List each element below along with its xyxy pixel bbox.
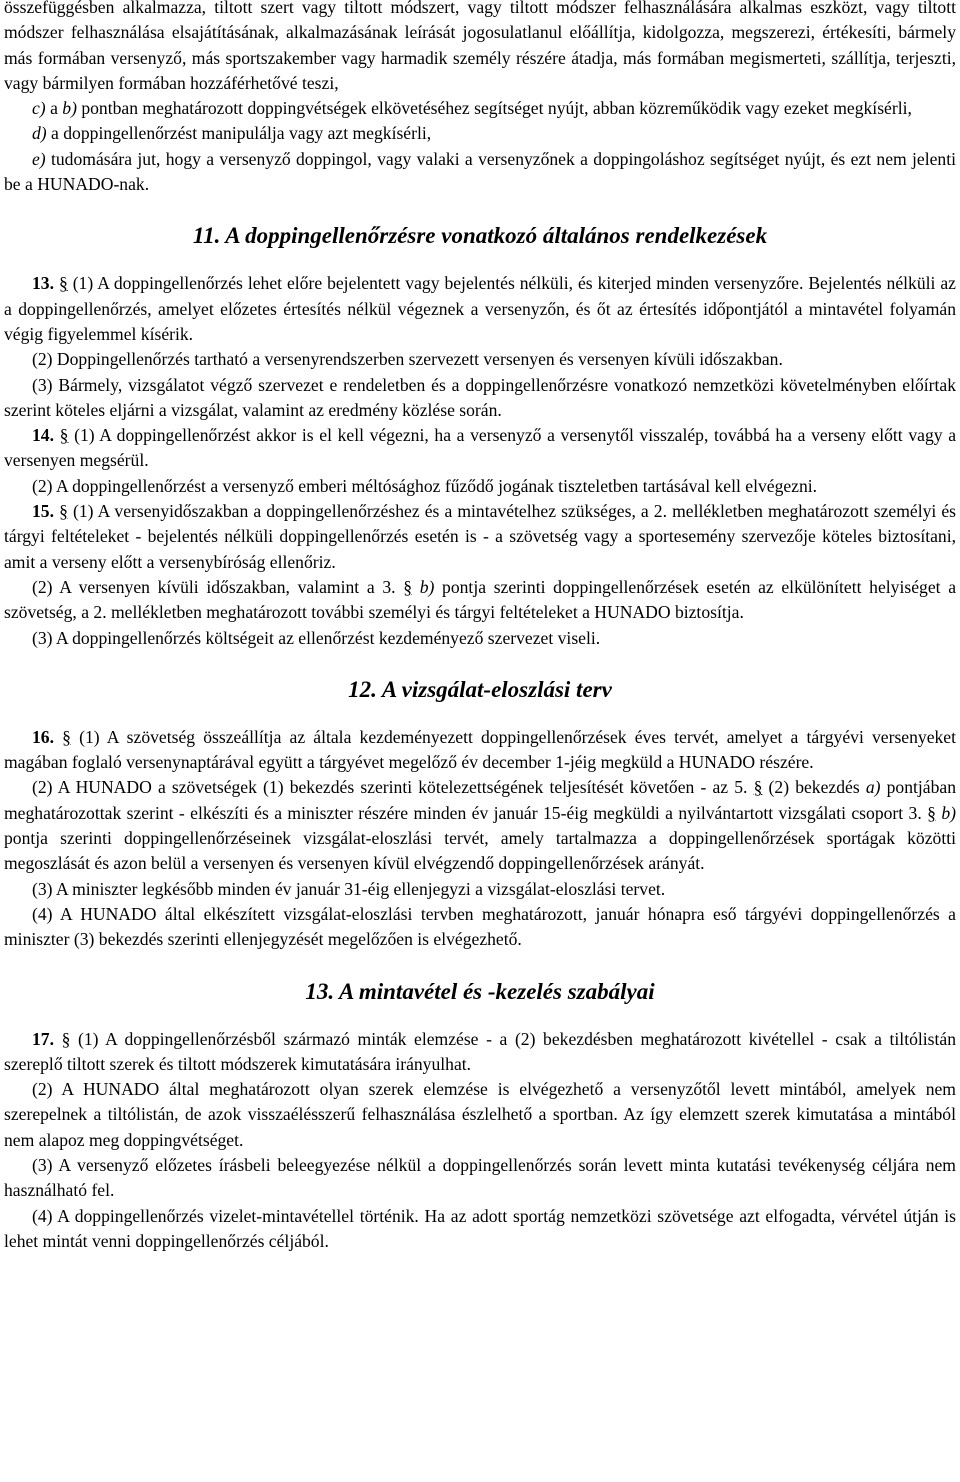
text-run: (2) Doppingellenőrzés tartható a versenyrendszerben szervezett versenyen és versenyen kívüli időszakban. [32,349,783,370]
section-heading-13: 13. A mintavétel és -kezelés szabályai [305,978,655,1004]
paragraph-13-3 [4,373,956,424]
section-heading-11: 11. A doppingellenőrzésre vonatkozó általános rendelkezések [192,223,768,249]
paragraph-13-1 [4,271,956,347]
text-run [412,577,420,597]
text-run: (1) A szövetség összeállítja az általa kezdeményezett doppingellenőrzések éves tervét, amelyet a tárgyévi versenyeket magában foglaló versenynaptárával együtt a tárgyévet megelőző év december 1-jéig megküld a HUNADO részére. [4,726,956,773]
paragraph-16-1 [4,725,956,776]
paragraph-14-1 [4,423,956,474]
paragraph-17-1 [4,1027,956,1078]
text-run: (3) A doppingellenőrzés költségeit az ellenőrzést kezdeményező szervezet viseli. [32,627,601,648]
text-run: (2) A versenyen kívüli időszakban, valamint a 3. [32,576,404,597]
paragraph-17-4 [4,1204,956,1255]
paragraph-14-2 [4,474,956,499]
text-run: (4) A doppingellenőrzés vizelet-mintavétellel történik. Ha az adott sportág nemzetközi szövetsége azt elfogadta, vérvétel útján is lehet mintát venni doppingellenőrzés céljából. [4,1205,956,1251]
text-run: (2) A HUNADO a szövetségek (1) bekezdés szerinti kötelezettségének teljesítését követően - az 5. [32,777,754,798]
text-run [54,727,62,747]
text-run: (3) A versenyző előzetes írásbeli beleegyezése nélkül a doppingellenőrzés során levett minta kutatási tevékenység céljára nem használható fel. [4,1154,956,1201]
text-run: összefüggésben alkalmazza, tiltott szert vagy tiltott módszert, vagy tiltott módszer felhasználására alkalmas eszközt, vagy tiltott módszer felhasználása elsajátításának, alkalmazásának leírását jogosulatlanul előállítja, kidolgozza, megszerezi, értékesíti, bármely más formában versenyző, más sportszakember vagy harmadik személy részére átadja, más formában megismerteti, szállítja, terjeszti, vagy bármilyen formában hozzáférhetővé teszi, [4,0,956,93]
section-sign: § [61,1028,71,1049]
paragraph-number: 15. [32,501,54,522]
paragraph-number: 16. [32,726,54,747]
paragraph-number: 17. [32,1028,54,1049]
section-sign: § [62,726,71,747]
text-run: (2) bekezdés [762,777,866,798]
section-sign: § [403,576,413,597]
text-run: pontja szerinti doppingellenőrzéseinek vizsgálat-eloszlási tervét, amely tartalmazza a doppingellenőrzések sportágak közötti megoszlását és azon belül a versenyen és versenyen kívül elvégzendő doppingellenőrzések arányát. [4,828,956,874]
point-reference: b) [62,98,77,119]
paragraph-16-3 [4,877,956,902]
point-reference: c) [32,98,46,119]
text-run: pontban meghatározott doppingvétségek elkövetéséhez segítséget nyújt, abban közreműködik vagy ezeket megkísérli, [76,98,912,119]
text-run: (3) A miniszter legkésőbb minden év január 31-éig ellenjegyzi a vizsgálat-eloszlási tervet. [32,878,666,899]
text-run: a doppingellenőrzést manipulálja vagy azt megkísérli, [46,123,432,144]
point-reference: b) [941,802,956,823]
paragraph-d [4,121,956,146]
point-reference: e) [32,148,46,169]
paragraph-c [4,96,956,121]
section-sign: § [59,425,69,446]
text-run: (4) A HUNADO által elkészített vizsgálat-eloszlási tervben meghatározott, január hónapra eső tárgyévi doppingellenőrzés a miniszter (3) bekezdés szerinti ellenjegyzését megelőzően is elvégezhető. [4,903,956,950]
paragraph-continuation [4,0,956,96]
paragraph-17-3 [4,1153,956,1204]
paragraph-number: 13. [32,273,54,294]
text-run [54,1029,62,1049]
paragraph-e [4,147,956,198]
point-reference: b) [419,576,435,597]
text-run: pontja szerinti doppingellenőrzések esetén az elkülönített helyiséget a szövetség, a 2. mellékletben meghatározott további személyi és tárgyi feltételeket a HUNADO biztosítja. [4,576,956,623]
section-sign: § [58,273,68,294]
paragraph-13-2 [4,347,956,372]
text-run: (1) A doppingellenőrzés lehet előre bejelentett vagy bejelentés nélküli, és kiterjed minden versenyzőre. Bejelentés nélküli az a doppingellenőrzés, amelyet előzetes értesítés nélkül végeznek a versenyzőn, és őt az értesítés időpontjától a mintavétel folyamán végig figyelemmel kísérik. [4,273,956,344]
paragraph-15-1 [4,499,956,575]
point-reference: d) [32,123,47,144]
text-run: tudomására jut, hogy a versenyző doppingol, vagy valaki a versenyzőnek a doppingoláshoz segítséget nyújt, és ezt nem jelenti be a HUNADO-nak. [4,148,956,195]
text-run: (1) A doppingellenőrzésből származó minták elemzése - a (2) bekezdésben meghatározott kivétellel - csak a tiltólistán szereplő tiltott szerek és tiltott módszerek kimutatására irányulhat. [4,1028,956,1074]
paragraph-number: 14. [32,425,54,446]
paragraph-15-2 [4,575,956,626]
section-heading-12: 12. A vizsgálat-eloszlási terv [348,676,612,702]
text-run: (1) A versenyidőszakban a doppingellenőrzéshez és a mintavételhez szükséges, a 2. mellékletben meghatározott személyi és tárgyi feltételeket - bejelentés nélküli doppingellenőrzés esetén is - a szövetség vagy a sportesemény szervezője köteles biztosítani, amit a verseny előtt a versenybíróság ellenőriz. [4,501,957,572]
section-sign: § [753,777,763,798]
text-run: (2) A HUNADO által meghatározott olyan szerek elemzése is elvégezhető a versenyzőtől levett mintából, amelyek nem szerepelnek a tiltólistán, de azok visszaélésszerű felhasználása észlelhető a sportban. Az így elemzett szerek kimutatása a mintából nem alapoz meg doppingvétséget. [4,1079,956,1150]
text-run: (3) Bármely, vizsgálatot végző szervezet e rendeletben és a doppingellenőrzésre vonatkozó nemzetközi követelményben előírtak szerint köteles eljárni a vizsgálat, valamint az eredmény közlése során. [4,374,956,420]
document-body [4,0,956,1254]
text-run: (1) A doppingellenőrzést akkor is el kell végezni, ha a versenyző a versenytől visszalép, továbbá ha a verseny előtt vagy a versenyen megsérül. [4,425,956,471]
paragraph-17-2 [4,1077,956,1153]
section-sign: § [59,501,68,522]
paragraph-16-2 [4,775,956,876]
text-run: pontjában meghatározottak szerint - elkészíti és a miniszter részére minden év január 15-éig megküldi a nyilvántartott vizsgálati csoport 3. [4,777,956,823]
section-sign: § [927,802,936,823]
point-reference: a) [865,777,881,798]
paragraph-15-3 [4,626,956,651]
paragraph-16-4 [4,902,956,953]
text-run: (2) A doppingellenőrzést a versenyző emberi méltósághoz fűződő jogának tiszteletben tartásával kell elvégezni. [32,475,818,496]
text-run: a [45,98,63,119]
